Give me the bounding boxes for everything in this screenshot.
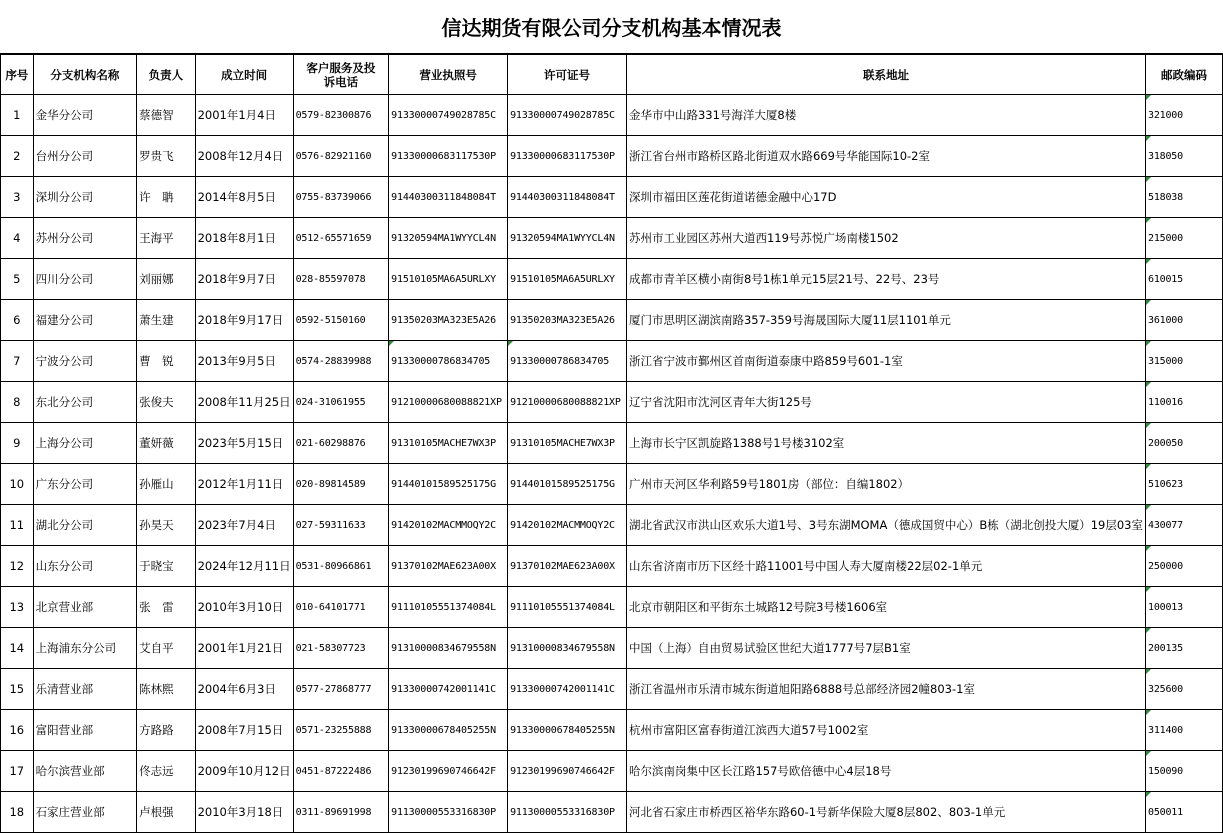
cell-phone[interactable]: 028-85597078 bbox=[293, 259, 389, 300]
cell-date[interactable]: 2008年12月4日 bbox=[195, 136, 293, 177]
cell-address[interactable]: 中国（上海）自由贸易试验区世纪大道1777号7层B1室 bbox=[626, 628, 1145, 669]
cell-permit[interactable]: 91440300311848084T bbox=[508, 177, 627, 218]
table-row bbox=[1, 546, 1223, 587]
cell-branch-name[interactable]: 哈尔滨营业部 bbox=[33, 751, 136, 792]
cell-branch-name[interactable]: 湖北分公司 bbox=[33, 505, 136, 546]
cell-date[interactable]: 2014年8月5日 bbox=[195, 177, 293, 218]
cell-permit[interactable]: 91510105MA6A5URLXY bbox=[508, 259, 627, 300]
cell-license[interactable]: 91330000678405255N bbox=[389, 710, 508, 751]
cell-zip[interactable]: 311400 bbox=[1146, 710, 1223, 751]
cell-no[interactable]: 15 bbox=[1, 669, 34, 710]
cell-date[interactable]: 2010年3月18日 bbox=[195, 792, 293, 833]
col-header-zip[interactable]: 邮政编码 bbox=[1146, 55, 1223, 95]
col-header-phone[interactable]: 客户服务及投诉电话 bbox=[293, 55, 389, 95]
cell-head[interactable]: 罗贵飞 bbox=[137, 136, 195, 177]
cell-permit[interactable]: 91350203MA323E5A26 bbox=[508, 300, 627, 341]
cell-license[interactable]: 91510105MA6A5URLXY bbox=[389, 259, 508, 300]
cell-phone[interactable]: 0571-23255888 bbox=[293, 710, 389, 751]
cell-permit[interactable]: 91330000742001141C bbox=[508, 669, 627, 710]
cell-address[interactable]: 上海市长宁区凯旋路1388号1号楼3102室 bbox=[626, 423, 1145, 464]
cell-phone[interactable]: 0576-82921160 bbox=[293, 136, 389, 177]
cell-branch-name[interactable]: 金华分公司 bbox=[33, 95, 136, 136]
cell-head[interactable]: 曹 锐 bbox=[137, 341, 195, 382]
cell-permit[interactable]: 91130000553316830P bbox=[508, 792, 627, 833]
cell-zip[interactable]: 110016 bbox=[1146, 382, 1223, 423]
cell-date[interactable]: 2023年5月15日 bbox=[195, 423, 293, 464]
cell-phone[interactable]: 027-59311633 bbox=[293, 505, 389, 546]
cell-phone[interactable]: 0579-82300876 bbox=[293, 95, 389, 136]
cell-license[interactable]: 91330000742001141C bbox=[389, 669, 508, 710]
cell-head[interactable]: 卢根强 bbox=[137, 792, 195, 833]
cell-branch-name[interactable]: 富阳营业部 bbox=[33, 710, 136, 751]
cell-address[interactable]: 北京市朝阳区和平街东土城路12号院3号楼1606室 bbox=[626, 587, 1145, 628]
cell-license[interactable]: 91440300311848084T bbox=[389, 177, 508, 218]
cell-phone[interactable]: 0592-5150160 bbox=[293, 300, 389, 341]
col-header-no[interactable]: 序号 bbox=[1, 55, 34, 95]
cell-phone[interactable]: 0755-83739066 bbox=[293, 177, 389, 218]
table-row bbox=[1, 792, 1223, 833]
cell-zip[interactable]: 430077 bbox=[1146, 505, 1223, 546]
cell-permit[interactable]: 91210000680088821XP bbox=[508, 382, 627, 423]
cell-phone[interactable]: 0577-27868777 bbox=[293, 669, 389, 710]
col-header-head[interactable]: 负责人 bbox=[137, 55, 195, 95]
cell-no[interactable]: 7 bbox=[1, 341, 34, 382]
cell-address[interactable]: 辽宁省沈阳市沈河区青年大街125号 bbox=[626, 382, 1145, 423]
table-row bbox=[1, 505, 1223, 546]
cell-zip[interactable]: 250000 bbox=[1146, 546, 1223, 587]
cell-address[interactable]: 深圳市福田区莲花街道诺德金融中心17D bbox=[626, 177, 1145, 218]
cell-phone[interactable]: 0574-28839988 bbox=[293, 341, 389, 382]
cell-permit[interactable]: 91310105MACHE7WX3P bbox=[508, 423, 627, 464]
cell-license[interactable]: 91330000786834705 bbox=[389, 341, 508, 382]
cell-date[interactable]: 2018年8月1日 bbox=[195, 218, 293, 259]
cell-date[interactable]: 2008年11月25日 bbox=[195, 382, 293, 423]
cell-date[interactable]: 2010年3月10日 bbox=[195, 587, 293, 628]
sheet-title: 信达期货有限公司分支机构基本情况表 bbox=[0, 0, 1223, 54]
cell-phone[interactable]: 0512-65571659 bbox=[293, 218, 389, 259]
cell-phone[interactable]: 0311-89691998 bbox=[293, 792, 389, 833]
cell-permit[interactable]: 91320594MA1WYYCL4N bbox=[508, 218, 627, 259]
cell-date[interactable]: 2024年12月11日 bbox=[195, 546, 293, 587]
cell-license[interactable]: 91110105551374084L bbox=[389, 587, 508, 628]
cell-address[interactable]: 哈尔滨南岗集中区长江路157号欧倍德中心4层18号 bbox=[626, 751, 1145, 792]
cell-zip[interactable]: 200135 bbox=[1146, 628, 1223, 669]
cell-no[interactable]: 18 bbox=[1, 792, 34, 833]
cell-license[interactable]: 91440101589525175G bbox=[389, 464, 508, 505]
col-header-permit[interactable]: 许可证号 bbox=[508, 55, 627, 95]
cell-no[interactable]: 5 bbox=[1, 259, 34, 300]
col-header-date[interactable]: 成立时间 bbox=[195, 55, 293, 95]
cell-phone[interactable]: 010-64101771 bbox=[293, 587, 389, 628]
cell-address[interactable]: 河北省石家庄市桥西区裕华东路60-1号新华保险大厦8层802、803-1单元 bbox=[626, 792, 1145, 833]
cell-address[interactable]: 浙江省温州市乐清市城东街道旭阳路6888号总部经济园2幢803-1室 bbox=[626, 669, 1145, 710]
cell-zip[interactable]: 361000 bbox=[1146, 300, 1223, 341]
cell-date[interactable]: 2013年9月5日 bbox=[195, 341, 293, 382]
cell-address[interactable]: 杭州市富阳区富春街道江滨西大道57号1002室 bbox=[626, 710, 1145, 751]
cell-permit[interactable]: 91440101589525175G bbox=[508, 464, 627, 505]
table-row bbox=[1, 710, 1223, 751]
cell-head[interactable]: 方路路 bbox=[137, 710, 195, 751]
cell-address[interactable]: 湖北省武汉市洪山区欢乐大道1号、3号东湖MOMA（德成国贸中心）B栋（湖北创投大厦）19层03室 bbox=[626, 505, 1145, 546]
cell-no[interactable]: 4 bbox=[1, 218, 34, 259]
cell-head[interactable]: 萧生建 bbox=[137, 300, 195, 341]
cell-license[interactable]: 91330000683117530P bbox=[389, 136, 508, 177]
cell-address[interactable]: 厦门市思明区湖滨南路357-359号海晟国际大厦11层1101单元 bbox=[626, 300, 1145, 341]
cell-license[interactable]: 91210000680088821XP bbox=[389, 382, 508, 423]
branch-table bbox=[0, 54, 1223, 833]
cell-date[interactable]: 2001年1月4日 bbox=[195, 95, 293, 136]
cell-no[interactable]: 16 bbox=[1, 710, 34, 751]
cell-branch-name[interactable]: 东北分公司 bbox=[33, 382, 136, 423]
cell-no[interactable]: 1 bbox=[1, 95, 34, 136]
cell-permit[interactable]: 91310000834679558N bbox=[508, 628, 627, 669]
cell-no[interactable]: 8 bbox=[1, 382, 34, 423]
col-header-license[interactable]: 营业执照号 bbox=[389, 55, 508, 95]
cell-branch-name[interactable]: 乐清营业部 bbox=[33, 669, 136, 710]
cell-head[interactable]: 佟志远 bbox=[137, 751, 195, 792]
cell-phone[interactable]: 021-60298876 bbox=[293, 423, 389, 464]
cell-date[interactable]: 2004年6月3日 bbox=[195, 669, 293, 710]
cell-head[interactable]: 于晓宝 bbox=[137, 546, 195, 587]
cell-branch-name[interactable]: 台州分公司 bbox=[33, 136, 136, 177]
cell-permit[interactable]: 91330000683117530P bbox=[508, 136, 627, 177]
table-row bbox=[1, 259, 1223, 300]
cell-phone[interactable]: 0451-87222486 bbox=[293, 751, 389, 792]
col-header-address[interactable]: 联系地址 bbox=[626, 55, 1145, 95]
cell-head[interactable]: 王海平 bbox=[137, 218, 195, 259]
cell-branch-name[interactable]: 上海浦东分公司 bbox=[33, 628, 136, 669]
cell-branch-name[interactable]: 山东分公司 bbox=[33, 546, 136, 587]
cell-zip[interactable]: 150090 bbox=[1146, 751, 1223, 792]
cell-head[interactable]: 张俊夫 bbox=[137, 382, 195, 423]
cell-permit[interactable]: 91330000678405255N bbox=[508, 710, 627, 751]
cell-head[interactable]: 陈林熙 bbox=[137, 669, 195, 710]
cell-no[interactable]: 3 bbox=[1, 177, 34, 218]
cell-address[interactable]: 金华市中山路331号海洋大厦8楼 bbox=[626, 95, 1145, 136]
table-body bbox=[1, 95, 1223, 833]
cell-zip[interactable]: 318050 bbox=[1146, 136, 1223, 177]
cell-head[interactable]: 董妍薇 bbox=[137, 423, 195, 464]
cell-license[interactable]: 91370102MAE623A00X bbox=[389, 546, 508, 587]
cell-date[interactable]: 2018年9月7日 bbox=[195, 259, 293, 300]
cell-zip[interactable]: 321000 bbox=[1146, 95, 1223, 136]
cell-date[interactable]: 2008年7月15日 bbox=[195, 710, 293, 751]
cell-no[interactable]: 11 bbox=[1, 505, 34, 546]
cell-head[interactable]: 孙昊天 bbox=[137, 505, 195, 546]
cell-branch-name[interactable]: 石家庄营业部 bbox=[33, 792, 136, 833]
cell-no[interactable]: 12 bbox=[1, 546, 34, 587]
cell-permit[interactable]: 91330000749028785C bbox=[508, 95, 627, 136]
cell-permit[interactable]: 91370102MAE623A00X bbox=[508, 546, 627, 587]
cell-zip[interactable]: 510623 bbox=[1146, 464, 1223, 505]
cell-no[interactable]: 10 bbox=[1, 464, 34, 505]
cell-license[interactable]: 91310000834679558N bbox=[389, 628, 508, 669]
table-row bbox=[1, 177, 1223, 218]
cell-head[interactable]: 刘丽娜 bbox=[137, 259, 195, 300]
cell-no[interactable]: 2 bbox=[1, 136, 34, 177]
cell-branch-name[interactable]: 上海分公司 bbox=[33, 423, 136, 464]
cell-no[interactable]: 17 bbox=[1, 751, 34, 792]
cell-phone[interactable]: 020-89814589 bbox=[293, 464, 389, 505]
cell-no[interactable]: 13 bbox=[1, 587, 34, 628]
cell-license[interactable]: 91320594MA1WYYCL4N bbox=[389, 218, 508, 259]
table-row bbox=[1, 218, 1223, 259]
cell-zip[interactable]: 315000 bbox=[1146, 341, 1223, 382]
cell-address[interactable]: 浙江省宁波市鄞州区首南街道泰康中路859号601-1室 bbox=[626, 341, 1145, 382]
cell-address[interactable]: 成都市青羊区横小南街8号1栋1单元15层21号、22号、23号 bbox=[626, 259, 1145, 300]
cell-head[interactable]: 许 聃 bbox=[137, 177, 195, 218]
cell-head[interactable]: 艾自平 bbox=[137, 628, 195, 669]
table-row bbox=[1, 587, 1223, 628]
cell-address[interactable]: 广州市天河区华利路59号1801房（部位：自编1802） bbox=[626, 464, 1145, 505]
table-row bbox=[1, 95, 1223, 136]
cell-address[interactable]: 浙江省台州市路桥区路北街道双水路669号华能国际10-2室 bbox=[626, 136, 1145, 177]
cell-branch-name[interactable]: 宁波分公司 bbox=[33, 341, 136, 382]
cell-no[interactable]: 9 bbox=[1, 423, 34, 464]
cell-zip[interactable]: 050011 bbox=[1146, 792, 1223, 833]
cell-date[interactable]: 2018年9月17日 bbox=[195, 300, 293, 341]
cell-branch-name[interactable]: 北京营业部 bbox=[33, 587, 136, 628]
cell-phone[interactable]: 024-31061955 bbox=[293, 382, 389, 423]
table-row bbox=[1, 136, 1223, 177]
cell-zip[interactable]: 200050 bbox=[1146, 423, 1223, 464]
cell-no[interactable]: 14 bbox=[1, 628, 34, 669]
cell-license[interactable]: 91130000553316830P bbox=[389, 792, 508, 833]
table-row bbox=[1, 300, 1223, 341]
table-row bbox=[1, 628, 1223, 669]
cell-zip[interactable]: 215000 bbox=[1146, 218, 1223, 259]
cell-permit[interactable]: 91110105551374084L bbox=[508, 587, 627, 628]
cell-license[interactable]: 91230199690746642F bbox=[389, 751, 508, 792]
cell-address[interactable]: 苏州市工业园区苏州大道西119号苏悦广场南楼1502 bbox=[626, 218, 1145, 259]
cell-date[interactable]: 2012年1月11日 bbox=[195, 464, 293, 505]
cell-zip[interactable]: 325600 bbox=[1146, 669, 1223, 710]
cell-no[interactable]: 6 bbox=[1, 300, 34, 341]
col-header-name[interactable]: 分支机构名称 bbox=[33, 55, 136, 95]
cell-license[interactable]: 91420102MACMMOQY2C bbox=[389, 505, 508, 546]
cell-address[interactable]: 山东省济南市历下区经十路11001号中国人寿大厦南楼22层02-1单元 bbox=[626, 546, 1145, 587]
cell-date[interactable]: 2001年1月21日 bbox=[195, 628, 293, 669]
cell-head[interactable]: 孙雁山 bbox=[137, 464, 195, 505]
cell-branch-name[interactable]: 四川分公司 bbox=[33, 259, 136, 300]
table-row bbox=[1, 464, 1223, 505]
cell-zip[interactable]: 100013 bbox=[1146, 587, 1223, 628]
table-row bbox=[1, 751, 1223, 792]
cell-phone[interactable]: 0531-80966861 bbox=[293, 546, 389, 587]
cell-permit[interactable]: 91330000786834705 bbox=[508, 341, 627, 382]
cell-license[interactable]: 91350203MA323E5A26 bbox=[389, 300, 508, 341]
table-row bbox=[1, 341, 1223, 382]
header-row bbox=[1, 55, 1223, 95]
table-row bbox=[1, 423, 1223, 464]
table-row bbox=[1, 669, 1223, 710]
cell-zip[interactable]: 518038 bbox=[1146, 177, 1223, 218]
cell-branch-name[interactable]: 福建分公司 bbox=[33, 300, 136, 341]
cell-branch-name[interactable]: 苏州分公司 bbox=[33, 218, 136, 259]
cell-permit[interactable]: 91230199690746642F bbox=[508, 751, 627, 792]
cell-date[interactable]: 2009年10月12日 bbox=[195, 751, 293, 792]
cell-head[interactable]: 蔡德智 bbox=[137, 95, 195, 136]
cell-permit[interactable]: 91420102MACMMOQY2C bbox=[508, 505, 627, 546]
cell-branch-name[interactable]: 深圳分公司 bbox=[33, 177, 136, 218]
cell-license[interactable]: 91310105MACHE7WX3P bbox=[389, 423, 508, 464]
table-row bbox=[1, 382, 1223, 423]
cell-license[interactable]: 91330000749028785C bbox=[389, 95, 508, 136]
cell-head[interactable]: 张 雷 bbox=[137, 587, 195, 628]
cell-phone[interactable]: 021-58307723 bbox=[293, 628, 389, 669]
cell-zip[interactable]: 610015 bbox=[1146, 259, 1223, 300]
cell-date[interactable]: 2023年7月4日 bbox=[195, 505, 293, 546]
cell-branch-name[interactable]: 广东分公司 bbox=[33, 464, 136, 505]
